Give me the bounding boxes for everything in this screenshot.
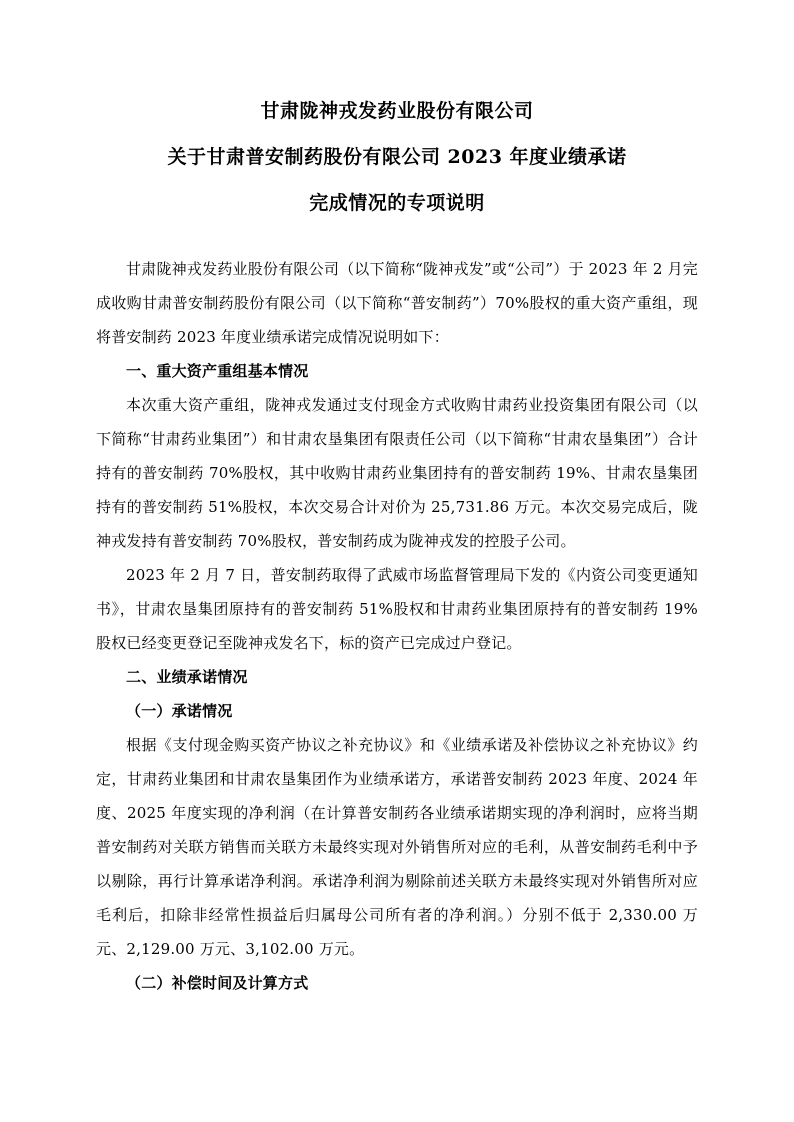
subsection-heading-1: （一）承诺情况: [126, 702, 233, 720]
title-line-2: 关于甘肃普安制药股份有限公司 2023 年度业绩承诺: [167, 146, 627, 168]
section-heading-1: 一、重大资产重组基本情况: [126, 362, 309, 380]
document-body: [96, 252, 698, 1000]
title-line-1: 甘肃陇神戎发药业股份有限公司: [260, 100, 534, 122]
paragraph-commitment-detail: 根据《支付现金购买资产协议之补充协议》和《业绩承诺及补偿协议之补充协议》约定，甘肃药业集团和甘肃农垦集团作为业绩承诺方，承诺普安制药 2023 年度、2024 年度、2025 年度实现的净利润（在计算普安制药各业绩承诺期实现的净利润时，应将当期普安制药对关联方销售而关联方未最终实现对外销售所对应的毛利，从普安制药毛利中予以剔除，再行计算承诺净利润。承诺净利润为剔除前述关联方未最终实现对外销售所对应毛利后，扣除非经常性损益后归属母公司所有者的净利润。）分别不低于 2,330.00 万元、2,129.00 万元、3,102.00 万元。: [96, 736, 698, 958]
title-line-3: 完成情况的专项说明: [309, 192, 485, 214]
subsection-heading-2: （二）补偿时间及计算方式: [126, 974, 309, 992]
paragraph-intro: 甘肃陇神戎发药业股份有限公司（以下简称“陇神戎发”或“公司”）于 2023 年 2 月完成收购甘肃普安制药股份有限公司（以下简称“普安制药”）70%股权的重大资产重组，现将普安制药 2023 年度业绩承诺完成情况说明如下：: [96, 260, 698, 346]
section-heading-2: 二、业绩承诺情况: [126, 668, 248, 686]
paragraph-registration: 2023 年 2 月 7 日，普安制药取得了武威市场监督管理局下发的《内资公司变更通知书》，甘肃农垦集团原持有的普安制药 51%股权和甘肃药业集团原持有的普安制药 19%股权已经变更登记至陇神戎发名下，标的资产已完成过户登记。: [96, 566, 698, 652]
document-title: [96, 88, 698, 226]
paragraph-restructuring-overview: 本次重大资产重组，陇神戎发通过支付现金方式收购甘肃药业投资集团有限公司（以下简称“甘肃药业集团”）和甘肃农垦集团有限责任公司（以下简称“甘肃农垦集团”）合计持有的普安制药 70%股权，其中收购甘肃药业集团持有的普安制药 19%、甘肃农垦集团持有的普安制药 51%股权，本次交易合计对价为 25,731.86 万元。本次交易完成后，陇神戎发持有普安制药 70%股权，普安制药成为陇神戎发的控股子公司。: [96, 396, 698, 550]
